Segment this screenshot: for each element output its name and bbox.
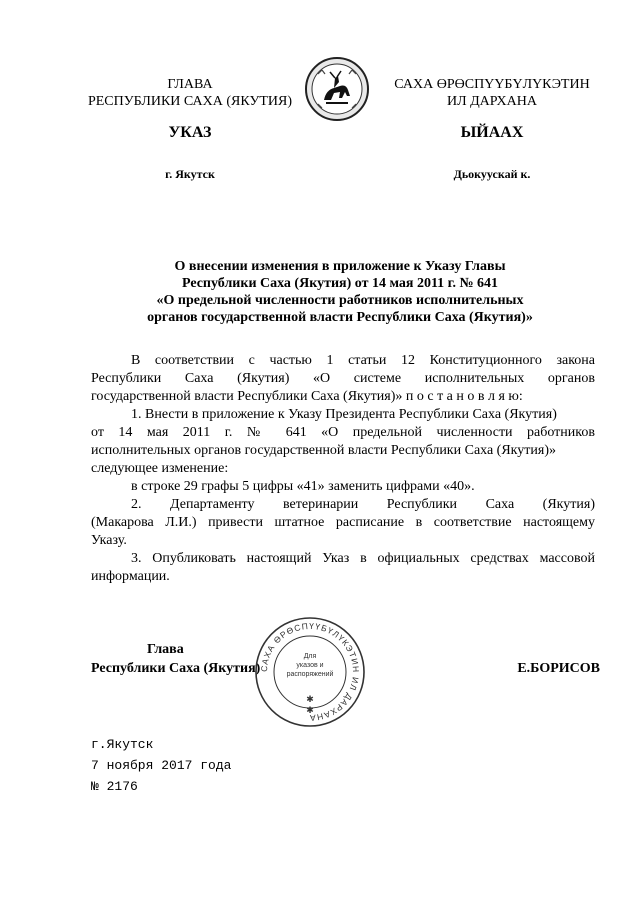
- city-left: г. Якутск: [165, 167, 215, 181]
- signature-position-line1: Глава: [147, 642, 184, 657]
- document-body: [91, 352, 595, 586]
- official-stamp: [254, 616, 366, 728]
- footer-number: № 2176: [91, 779, 138, 794]
- city-right: Дьокуускай к.: [453, 167, 531, 181]
- header-right-title: [382, 76, 602, 110]
- p1-line2: Республики Саха (Якутия) «О системе исполнительных органов: [91, 371, 595, 386]
- p4-line2: (Макарова Л.И.) привести штатное расписание в соответствие настоящему: [91, 515, 595, 530]
- p2-line2: от 14 мая 2011 г. № 641 «О предельной численности работников: [91, 425, 595, 440]
- stamp-seal: [254, 616, 366, 728]
- header-left-line1: ГЛАВА: [167, 77, 213, 92]
- coat-of-arms-emblem: [304, 56, 370, 122]
- p2-line4: следующее изменение:: [91, 461, 229, 476]
- stamp-star-icon-2: ✱: [306, 705, 314, 715]
- title-line4: органов государственной власти Республики Саха (Якутия)»: [147, 310, 533, 325]
- p5-line2: информации.: [91, 569, 170, 584]
- title-line2: Республики Саха (Якутия) от 14 мая 2011 г. № 641: [181, 276, 499, 291]
- document-title: [100, 258, 580, 326]
- p4-line3: Указу.: [91, 533, 127, 548]
- doc-type-right: ЫЙААХ: [460, 124, 524, 141]
- title-line1: О внесении изменения в приложение к Указу Главы: [174, 259, 506, 274]
- footer-registration: [91, 734, 391, 797]
- header-left-line2: РЕСПУБЛИКИ САХА (ЯКУТИЯ): [87, 94, 293, 109]
- header-right-line2: ИЛ ДАРХАНА: [446, 94, 537, 109]
- header-left-title: [80, 76, 300, 110]
- footer-city: г.Якутск: [91, 737, 154, 752]
- stamp-star-icon: ✱: [306, 694, 314, 704]
- paragraph-3: [91, 478, 595, 496]
- paragraph-4: [91, 496, 595, 550]
- doc-type-left: УКАЗ: [168, 124, 212, 141]
- signature-name: Е.БОРИСОВ: [517, 661, 600, 676]
- title-line3: «О предельной численности работников исполнительных: [156, 293, 524, 308]
- p2-line1: 1. Внести в приложение к Указу Президента Республики Саха (Якутия): [131, 407, 557, 422]
- stamp-center-line2: указов и: [296, 662, 324, 669]
- emblem-icon: [304, 56, 370, 122]
- p1-line1: В соответствии с частью 1 статьи 12 Конституционного закона: [131, 353, 595, 368]
- p1-line3: государственной власти Республики Саха (Якутия)» п о с т а н о в л я ю:: [91, 389, 523, 404]
- stamp-center-line3: распоряжений: [286, 671, 334, 678]
- paragraph-1: [91, 352, 595, 406]
- signature-position-line2: Республики Саха (Якутия): [91, 661, 261, 676]
- stamp-ring-text: САХА ӨРӨСПҮҮБҮЛҮКЭТИН ИЛ ДАРХАНА: [258, 620, 362, 724]
- p5-line1: 3. Опубликовать настоящий Указ в официальных средствах массовой: [131, 551, 595, 566]
- stamp-center-line1: Для: [303, 653, 317, 660]
- paragraph-2: [91, 406, 595, 478]
- paragraph-5: [91, 550, 595, 586]
- header-right-line1: САХА ӨРӨСПҮҮБҮЛҮКЭТИН: [394, 77, 590, 92]
- footer-date: 7 ноября 2017 года: [91, 758, 232, 773]
- p3-line1: в строке 29 графы 5 цифры «41» заменить цифрами «40».: [131, 479, 475, 494]
- p4-line1: 2. Департаменту ветеринарии Республики Саха (Якутия): [131, 497, 595, 512]
- p2-line3: исполнительных органов государственной власти Республики Саха (Якутия)»: [91, 443, 557, 458]
